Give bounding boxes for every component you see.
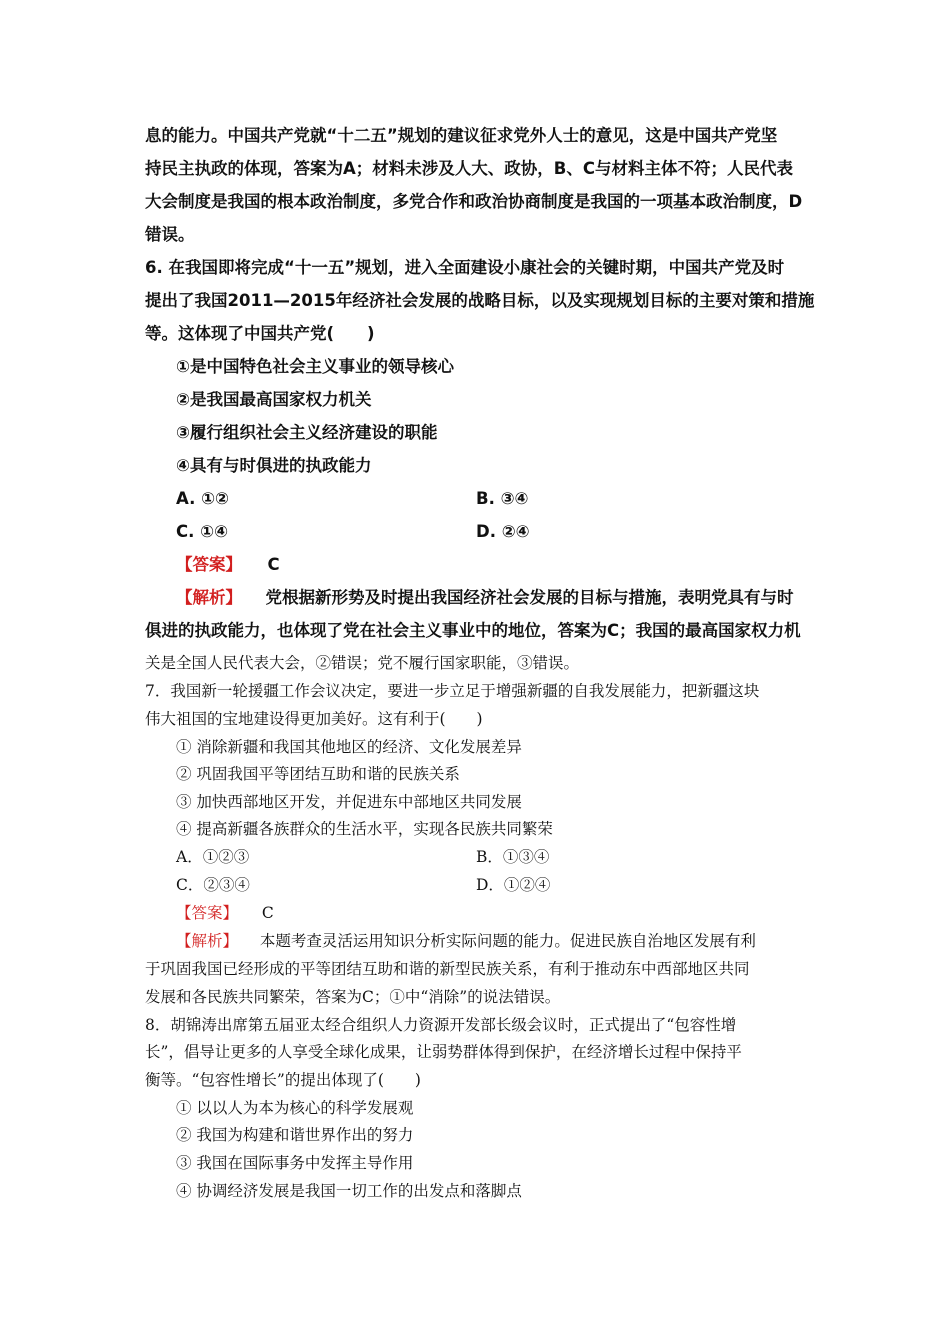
q6-answer (176, 557, 280, 574)
q6-analysis-line-2: 俱进的执政能力，也体现了党在社会主义事业中的地位，答案为C；我国的最高国家权力机 (145, 621, 801, 640)
q6-item-1: ①是中国特色社会主义事业的领导核心 (176, 357, 454, 376)
answer-tag: 【答案】 (176, 555, 242, 574)
q6-analysis-line-1: 【解析】 党根据新形势及时提出我国经济社会发展的目标与措施，表明党具有与时 (176, 588, 794, 607)
q8-item-2: ② 我国为构建和谐世界作出的努力 (176, 1126, 414, 1144)
q6-stem-line-3: 等。这体现了中国共产党( ) (145, 324, 375, 343)
q6-option-a: A. ①② (176, 489, 230, 508)
q6-option-d: D. ②④ (476, 522, 530, 541)
q8-item-1: ① 以以人为本为核心的科学发展观 (176, 1099, 414, 1117)
q6-analysis-line-3: 关是全国人民代表大会，②错误；党不履行国家职能，③错误。 (145, 654, 580, 672)
q7-option-a: A．①②③ (176, 848, 250, 866)
analysis-tag: 【解析】 (176, 588, 242, 607)
analysis-tag: 【解析】 (176, 932, 239, 950)
q7-stem-line-2: 伟大祖国的宝地建设得更加美好。这有利于( ) (145, 710, 483, 728)
q8-stem-line-1: 8．胡锦涛出席第五届亚太经合组织人力资源开发部长级会议时，正式提出了“包容性增 (145, 1016, 737, 1034)
q7-stem-line-1: 7．我国新一轮援疆工作会议决定，要进一步立足于增强新疆的自我发展能力，把新疆这块 (145, 682, 760, 700)
q7-option-b: B．①③④ (476, 848, 550, 866)
q6-stem-line-2: 提出了我国2011—2015年经济社会发展的战略目标，以及实现规划目标的主要对策和措施 (145, 291, 815, 310)
q7-item-3: ③ 加快西部地区开发，并促进东中部地区共同发展 (176, 793, 522, 811)
q7-analysis-line-3: 发展和各民族共同繁荣，答案为C；①中“消除”的说法错误。 (145, 988, 561, 1006)
q7-option-d: D．①②④ (476, 876, 551, 894)
q7-item-2: ② 巩固我国平等团结互助和谐的民族关系 (176, 765, 460, 783)
q5-analysis-line-1: 息的能力。中国共产党就“十二五”规划的建议征求党外人士的意见，这是中国共产党坚 (145, 126, 778, 145)
q5-analysis-line-3: 大会制度是我国的根本政治制度，多党合作和政治协商制度是我国的一项基本政治制度，D (145, 192, 803, 211)
q7-analysis-line-2: 于巩固我国已经形成的平等团结互助和谐的新型民族关系，有利于推动东中西部地区共同 (145, 960, 750, 978)
q7-option-c: C．②③④ (176, 876, 250, 894)
q6-option-c: C. ①④ (176, 522, 229, 541)
q8-item-3: ③ 我国在国际事务中发挥主导作用 (176, 1154, 414, 1172)
answer-value: C (261, 904, 274, 922)
q5-analysis-line-2: 持民主执政的体现，答案为A；材料未涉及人大、政协，B、C与材料主体不符；人民代表 (145, 159, 793, 178)
answer-value: C (267, 555, 280, 574)
q8-stem-line-2: 长”，倡导让更多的人享受全球化成果，让弱势群体得到保护，在经济增长过程中保持平 (145, 1043, 742, 1061)
q7-answer (176, 906, 274, 922)
q7-analysis-line-1: 【解析】 本题考查灵活运用知识分析实际问题的能力。促进民族自治地区发展有利 (176, 932, 756, 950)
q6-stem-line-1: 6. 在我国即将完成“十一五”规划，进入全面建设小康社会的关键时期，中国共产党及时 (145, 258, 785, 277)
q6-option-b: B. ③④ (476, 489, 529, 508)
q6-item-3: ③履行组织社会主义经济建设的职能 (176, 423, 438, 442)
q8-item-4: ④ 协调经济发展是我国一切工作的出发点和落脚点 (176, 1182, 522, 1200)
q6-item-4: ④具有与时俱进的执政能力 (176, 456, 372, 475)
q5-analysis-line-4: 错误。 (145, 225, 195, 244)
answer-tag: 【答案】 (176, 904, 239, 922)
q6-item-2: ②是我国最高国家权力机关 (176, 390, 372, 409)
q7-item-1: ① 消除新疆和我国其他地区的经济、文化发展差异 (176, 738, 522, 756)
q7-item-4: ④ 提高新疆各族群众的生活水平，实现各民族共同繁荣 (176, 820, 553, 838)
q8-stem-line-3: 衡等。“包容性增长”的提出体现了( ) (145, 1071, 421, 1089)
